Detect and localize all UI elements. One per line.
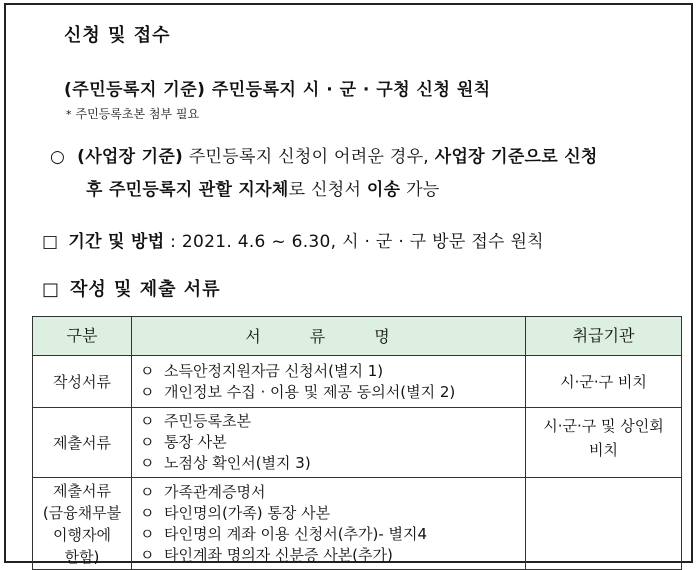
table-row	[33, 356, 682, 408]
list-item	[140, 361, 525, 382]
bullet-icon: ㅇ	[140, 412, 155, 430]
bullet2-bold-1: 후 주민등록지 관할 지자체	[86, 180, 289, 200]
item-text: 타인계좌 명의자 신분증 사본(추가)	[164, 545, 393, 564]
row-agency	[526, 478, 682, 570]
section-title: 신청 및 접수	[64, 25, 171, 46]
note-line	[66, 105, 199, 122]
bullet-icon: ㅇ	[140, 545, 155, 564]
header-agency: 취급기관	[526, 317, 682, 356]
category-line: 제출서류	[53, 433, 111, 452]
period-label: 기간 및 방법	[68, 232, 165, 252]
row-agency	[526, 356, 682, 408]
item-text: 주민등록초본	[164, 412, 251, 430]
list-item	[140, 545, 525, 566]
note-text: 주민등록초본 첨부 필요	[75, 107, 200, 121]
bullet-icon: ㅇ	[140, 482, 155, 501]
bullet-icon: ㅇ	[140, 433, 155, 451]
table-row	[33, 478, 682, 570]
bullet-icon: ㅇ	[140, 382, 155, 401]
table-row	[33, 408, 682, 478]
documents-table	[32, 316, 682, 570]
row-items	[132, 478, 526, 570]
row-items	[132, 408, 526, 478]
documents-title: 작성 및 제출 서류	[70, 279, 221, 300]
item-text: 가족관계증명서	[164, 482, 266, 501]
bullet2-bold-3: 이송	[366, 180, 401, 200]
bullet-icon: ㅇ	[140, 454, 155, 472]
bullet-icon: ㅇ	[140, 524, 155, 543]
header-category: 구분	[33, 317, 132, 356]
bullet-text-2: 주민등록지 신청이 어려운 경우,	[183, 147, 435, 167]
agency-line: 비치	[589, 441, 618, 459]
bullet-line-2	[86, 175, 440, 200]
list-item	[140, 524, 525, 545]
square-bullet-icon: □	[42, 279, 61, 300]
row-category	[33, 356, 132, 408]
category-line: 이행자에	[53, 525, 111, 544]
square-bullet-icon: □	[42, 232, 59, 252]
bullet-icon: ㅇ	[140, 361, 155, 380]
item-text: 타인명의 계좌 이용 신청서(추가)- 별지4	[164, 524, 428, 543]
list-item	[140, 503, 525, 524]
item-text: 소득안정지원자금 신청서(별지 1)	[164, 361, 384, 380]
item-text: 통장 사본	[164, 433, 227, 451]
item-text: 개인정보 수집 · 이용 및 제공 동의서(별지 2)	[164, 382, 456, 401]
category-line: 작성서류	[53, 372, 111, 391]
row-items	[132, 356, 526, 408]
documents-heading	[42, 275, 221, 301]
criteria-line: (주민등록지 기준) 주민등록지 시 · 군 · 구청 신청 원칙	[64, 80, 491, 100]
circle-bullet-icon: ○	[50, 147, 66, 167]
header-document-name: 서 류 명	[132, 317, 526, 356]
bullet2-text-4: 가능	[400, 180, 440, 200]
category-line: 제출서류	[53, 481, 111, 500]
period-line	[42, 227, 544, 252]
bullet-line-1	[50, 142, 598, 167]
list-item	[140, 482, 525, 503]
agency-line: 시·군·구 비치	[560, 372, 647, 391]
list-item	[140, 382, 525, 403]
bullet-icon: ㅇ	[140, 503, 155, 522]
category-line: 한함)	[64, 547, 100, 566]
asterisk-icon: *	[66, 108, 72, 121]
bullet-bold-3: 사업장 기준으로 신청	[434, 147, 598, 167]
table-header-row	[33, 317, 682, 356]
list-item	[140, 411, 525, 432]
bullet2-text-2: 로 신청서	[288, 180, 367, 200]
list-item	[140, 432, 525, 453]
item-text: 타인명의(가족) 통장 사본	[164, 503, 331, 522]
row-agency	[526, 408, 682, 478]
list-item	[140, 453, 525, 474]
item-text: 노점상 확인서(별지 3)	[164, 454, 311, 472]
bullet-bold-1: (사업장 기준)	[77, 147, 184, 167]
category-line: (금융채무불	[42, 503, 122, 522]
row-category	[33, 478, 132, 570]
period-value: : 2021. 4.6 ~ 6.30, 시 · 군 · 구 방문 접수 원칙	[164, 232, 544, 252]
agency-line: 시·군·구 및 상인회	[543, 417, 664, 435]
row-category	[33, 408, 132, 478]
